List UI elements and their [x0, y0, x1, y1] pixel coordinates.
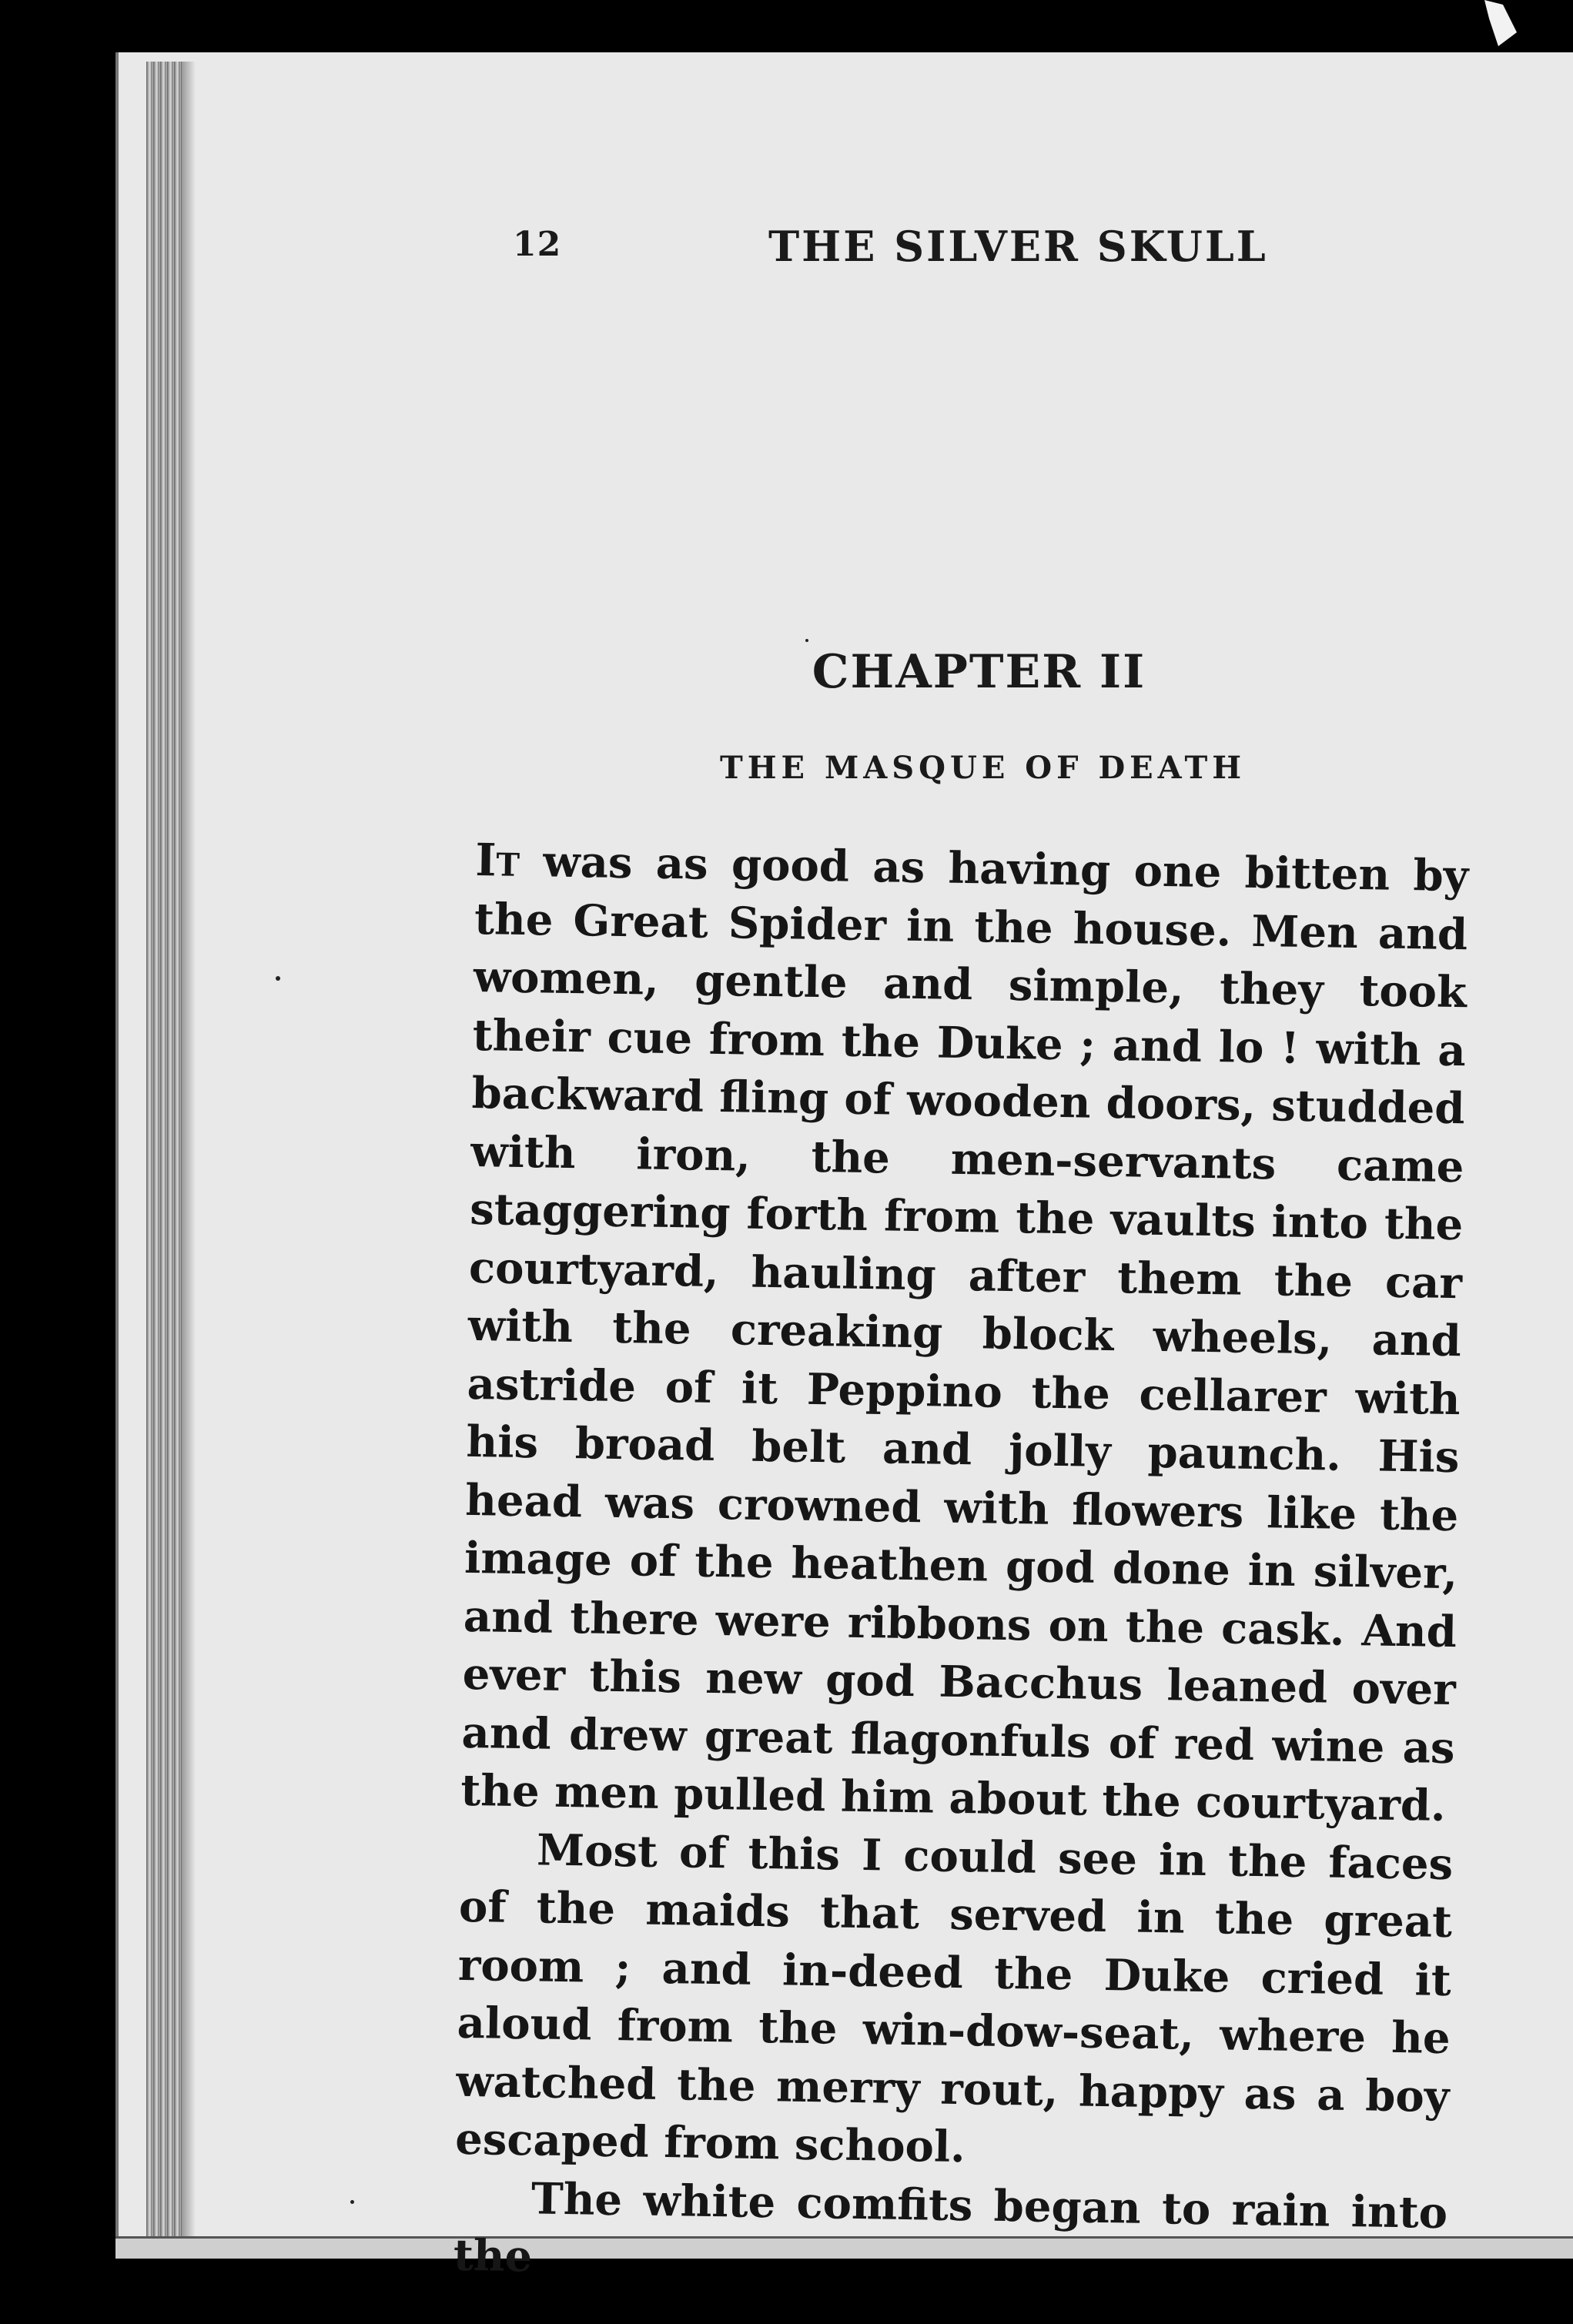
paragraph-text: The white comfits began to rain into the: [453, 2172, 1448, 2282]
page-number: 12: [513, 225, 562, 264]
paragraph-text: was as good as having one bitten by the Great Spider in the house. Men and women, gentle and simple, they took their cue from the Duke ; and lo ! with a backward fling of wooden doors, studded with iron, the men-servants came staggering forth from the vaults into the courtyard, hauling after them the car with the creaking block wheels, and astride of it Peppino the cellarer with his broad belt and jolly paunch. His head was crowned with flowers like the image of the heathen god done in silver, and there were ribbons on the cask. And ever this new god Bacchus leaned over and drew great flagonfuls of red wine as the men pulled him about the courtyard.: [460, 835, 1469, 1831]
scan-speck: [350, 2200, 354, 2204]
paragraph-text: Most of this I could see in the faces of the maids that served in the great room ; and in-deed the Duke cried it aloud from the win-dow-seat, where he watched the merry rout, happy as a boy escaped from school.: [454, 1824, 1454, 2173]
body-text: [453, 831, 1469, 2301]
spine-shadow: [182, 62, 196, 2236]
scan-speck: [805, 639, 808, 642]
scan-speck: [276, 976, 280, 981]
scan-artifact: [1471, 0, 1517, 46]
paragraph: [453, 2169, 1447, 2300]
chapter-title: THE MASQUE OF DEATH: [719, 750, 1247, 786]
paragraph: [460, 831, 1469, 1836]
chapter-number: CHAPTER II: [812, 645, 1146, 699]
paragraph-dropcap: It: [474, 833, 520, 887]
running-title: THE SILVER SKULL: [768, 222, 1268, 271]
book-page-edges: [146, 62, 182, 2236]
paragraph: [455, 1820, 1454, 2184]
